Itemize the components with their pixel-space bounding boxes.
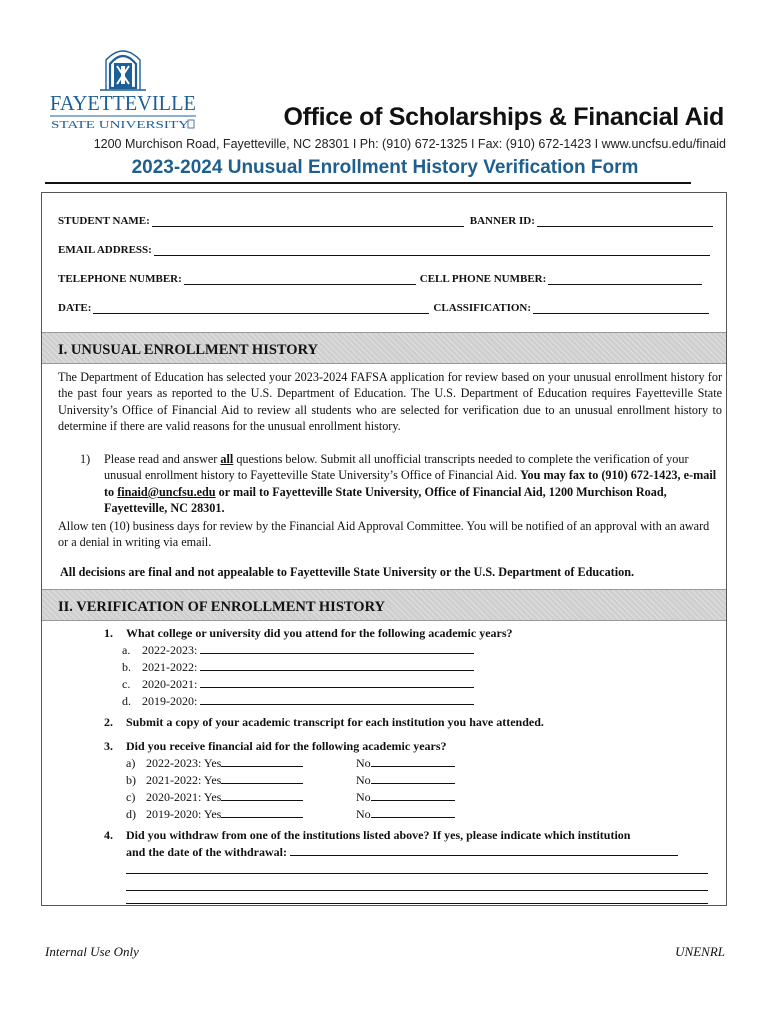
no-field[interactable]: [371, 773, 455, 784]
q1-answer-field[interactable]: [200, 643, 474, 654]
email-field[interactable]: [154, 245, 710, 256]
q1-item-letter: d.: [122, 694, 131, 708]
q1-item-letter: b.: [122, 660, 131, 674]
all-emphasis: all: [220, 452, 234, 466]
logo-subtitle: STATE UNIVERSITY: [51, 119, 190, 131]
form-code: UNENRL: [675, 944, 725, 959]
email-label: EMAIL ADDRESS:: [58, 244, 152, 256]
section-1-heading: I. UNUSUAL ENROLLMENT HISTORY: [42, 332, 726, 364]
q3-item-d: [126, 807, 303, 822]
section-1-intro: The Department of Education has selected your 2023-2024 FAFSA application for review based on your unusual enrollment history for the past four years as reported to the U.S. Department of Education. The U.S. Department of Education requires Fayetteville State University’s Office of Financial Aid to review all students who are selected for verification due to an unusual enrollment history to determine if there are valid reasons for the unusual enrollment history.: [58, 370, 722, 434]
q3-item-a: [126, 756, 303, 771]
q1-item-year: 2020-2021:: [142, 677, 198, 691]
student-info-row-1: [58, 215, 713, 227]
yes-field[interactable]: [221, 807, 303, 818]
student-info-row-3: [58, 273, 702, 285]
no-label: No: [356, 773, 371, 787]
q3-item-letter: b): [126, 773, 136, 787]
student-name-label: STUDENT NAME:: [58, 215, 150, 227]
no-label: No: [356, 807, 371, 821]
q1-item-a: [122, 643, 474, 658]
q3-item-letter: d): [126, 807, 136, 821]
question-2-text: Submit a copy of your academic transcript for each institution you have attended.: [126, 715, 544, 729]
withdrawal-answer-line-3[interactable]: [126, 903, 708, 904]
finaid-email-link[interactable]: finaid@uncfsu.edu: [117, 484, 216, 499]
date-field[interactable]: [93, 303, 429, 314]
telephone-field[interactable]: [184, 274, 416, 285]
form-title: 2023-2024 Unusual Enrollment History Verification Form: [131, 157, 639, 178]
q1-answer-field[interactable]: [200, 694, 474, 705]
q1-answer-field[interactable]: [200, 677, 474, 688]
q3-item-c-no: [356, 790, 455, 805]
q1-item-year: 2019-2020:: [142, 694, 198, 708]
q3-item-a-no: [356, 756, 455, 771]
fax-email-text: You may fax to (910) 672-1423, e-mail to: [104, 468, 717, 499]
question-3-number: 3.: [104, 739, 113, 753]
question-3-text: Did you receive financial aid for the following academic years?: [126, 739, 447, 753]
q3-item-letter: a): [126, 756, 136, 770]
mail-address-text: or mail to Fayetteville State University, Office of Financial Aid, 1200 Murchison Road, Fayetteville, NC 28301.: [104, 484, 667, 516]
logo-name: FAYETTEVILLE: [50, 91, 196, 115]
office-title: Office of Scholarships & Financial Aid: [283, 103, 724, 131]
q3-item-b: [126, 773, 303, 788]
question-4-number: 4.: [104, 828, 113, 842]
final-decision-notice: All decisions are final and not appealable to Fayetteville State University or the U.S. Department of Education.: [60, 565, 635, 579]
q3-item-year: 2019-2020: Yes: [146, 807, 222, 821]
withdrawal-field[interactable]: [290, 845, 678, 856]
question-1: [104, 626, 513, 641]
q3-item-year: 2021-2022: Yes: [146, 773, 222, 787]
q3-item-letter: c): [126, 790, 136, 804]
q1-item-year: 2021-2022:: [142, 660, 198, 674]
q1-item-letter: a.: [122, 643, 131, 657]
question-4: [104, 828, 630, 843]
yes-field[interactable]: [221, 773, 303, 784]
q1-item-c: [122, 677, 474, 692]
q3-item-b-no: [356, 773, 455, 788]
question-2-number: 2.: [104, 715, 113, 729]
q1-item-b: [122, 660, 474, 675]
instructions-text-a: Please read and answer: [104, 452, 221, 466]
no-label: No: [356, 790, 371, 804]
q3-item-c: [126, 790, 303, 805]
section-2-heading: II. VERIFICATION OF ENROLLMENT HISTORY: [42, 589, 726, 621]
cell-phone-field[interactable]: [548, 274, 702, 285]
withdrawal-answer-line-1[interactable]: [126, 873, 708, 874]
student-info-row-4: [58, 302, 709, 314]
no-field[interactable]: [371, 807, 455, 818]
title-underline: [45, 182, 691, 184]
seal-icon: [48, 44, 198, 134]
question-4-text: Did you withdraw from one of the institutions listed above? If yes, please indicate which institution: [126, 828, 631, 842]
list-number: 1): [80, 452, 91, 466]
contact-line: 1200 Murchison Road, Fayetteville, NC 28301 I Ph: (910) 672-1325 I Fax: (910) 672-1423 I www.uncfsu.edu/finaid: [93, 137, 726, 151]
question-4-continued: [126, 845, 678, 860]
q3-item-year: 2022-2023: Yes: [146, 756, 222, 770]
q1-item-year: 2022-2023:: [142, 643, 198, 657]
no-field[interactable]: [371, 756, 455, 767]
date-label: DATE:: [58, 302, 92, 314]
internal-use-label: Internal Use Only: [45, 944, 139, 959]
student-name-field[interactable]: [152, 216, 464, 227]
banner-id-label: BANNER ID:: [469, 215, 535, 227]
no-label: No: [356, 756, 371, 770]
instructions-text-b: questions below. Submit all unofficial transcripts needed to complete the verification of your unusual enrollment history to Fayetteville State University’s Office of Financial Aid.: [104, 452, 689, 483]
question-1-text: What college or university did you attend for the following academic years?: [126, 626, 513, 640]
student-info-row-2: [58, 244, 710, 256]
q1-item-d: [122, 694, 474, 709]
yes-field[interactable]: [221, 790, 303, 801]
q3-item-year: 2020-2021: Yes: [146, 790, 222, 804]
classification-label: CLASSIFICATION:: [433, 302, 532, 314]
telephone-label: TELEPHONE NUMBER:: [58, 273, 182, 285]
question-4-text-2: and the date of the withdrawal:: [126, 845, 287, 859]
cell-phone-label: CELL PHONE NUMBER:: [419, 273, 547, 285]
question-1-number: 1.: [104, 626, 113, 640]
q1-item-letter: c.: [122, 677, 131, 691]
q1-answer-field[interactable]: [200, 660, 474, 671]
no-field[interactable]: [371, 790, 455, 801]
banner-id-field[interactable]: [537, 216, 713, 227]
classification-field[interactable]: [533, 303, 709, 314]
yes-field[interactable]: [221, 756, 303, 767]
question-2: [104, 715, 544, 730]
withdrawal-answer-line-2[interactable]: [126, 890, 708, 891]
university-logo: [48, 44, 198, 134]
q3-item-d-no: [356, 807, 455, 822]
question-3: [104, 739, 447, 754]
instructions-item: [104, 451, 722, 517]
review-timeline: Allow ten (10) business days for review by the Financial Aid Approval Committee. You will be notified of an approval with an award or a denial in writing via email.: [58, 519, 710, 550]
